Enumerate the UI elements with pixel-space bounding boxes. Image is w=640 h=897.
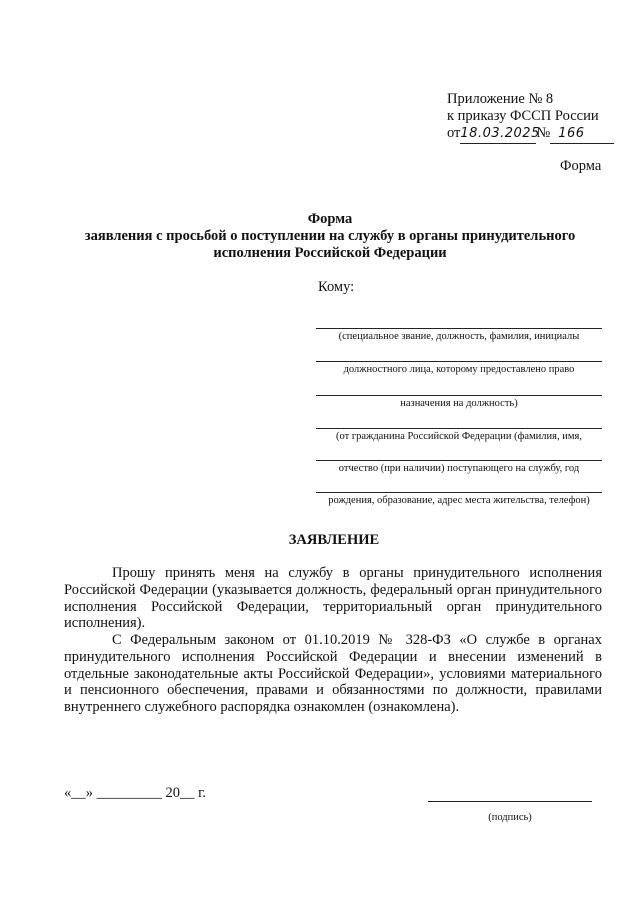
order-date-handwritten: 18.03.2025 [460, 125, 536, 144]
addressee-line-2 [316, 361, 602, 362]
signature-label: (подпись) [488, 812, 532, 823]
addressee-line-1 [316, 328, 602, 329]
addressee-note-2: должностного лица, которому предоставлено право [343, 364, 575, 375]
order-date-number [447, 124, 614, 144]
order-reference: к приказу ФССП России [447, 108, 599, 124]
order-date-prefix: от [447, 125, 461, 141]
applicant-note-2: отчество (при наличии) поступающего на службу, год [338, 463, 580, 474]
applicant-note-1: (от гражданина Российской Федерации (фамилия, имя, [336, 431, 582, 442]
order-number-handwritten: 166 [550, 125, 614, 144]
applicant-note-3: рождения, образование, адрес места жительства, телефон) [328, 495, 590, 506]
statement-paragraph-1 [64, 565, 602, 632]
signature-date-line: «__» _________ 20__ г. [64, 785, 207, 801]
signature-line [428, 801, 592, 802]
applicant-line-2 [316, 460, 602, 461]
statement-paragraph-2-text: С Федеральным законом от 01.10.2019 № 328-ФЗ «О службе в органах принудительного исполнения Российской Федерации и внесении изменений в отдельные законодательные акты Российской Федерации», условиями материального и пенсионного обеспечения, правами и обязанностями по должности, правилами внутреннего служебного распорядка ознакомлен (ознакомлена). [64, 632, 602, 716]
applicant-line-1 [316, 428, 602, 429]
order-number-label: № [536, 125, 551, 141]
addressee-line-3 [316, 395, 602, 396]
applicant-line-3 [316, 492, 602, 493]
form-title-line-2: исполнения Российской Федерации [213, 245, 447, 261]
addressee-note-1: (специальное звание, должность, фамилия, инициалы [338, 331, 580, 342]
statement-paragraph-2 [64, 632, 602, 716]
statement-heading: ЗАЯВЛЕНИЕ [288, 532, 380, 548]
form-title-line-1: заявления с просьбой о поступлении на службу в органы принудительного [84, 228, 576, 244]
form-title-word: Форма [307, 211, 353, 227]
statement-paragraph-1-text: Прошу принять меня на службу в органы принудительного исполнения Российской Федерации (указывается должность, федеральный орган принудительного исполнения Российской Федерации, территориальный орган принудительного исполнения). [64, 565, 602, 632]
appendix-number: Приложение № 8 [447, 91, 554, 107]
addressee-note-3: назначения на должность) [400, 398, 518, 409]
form-label-top: Форма [560, 158, 602, 174]
addressee-label: Кому: [318, 279, 355, 295]
